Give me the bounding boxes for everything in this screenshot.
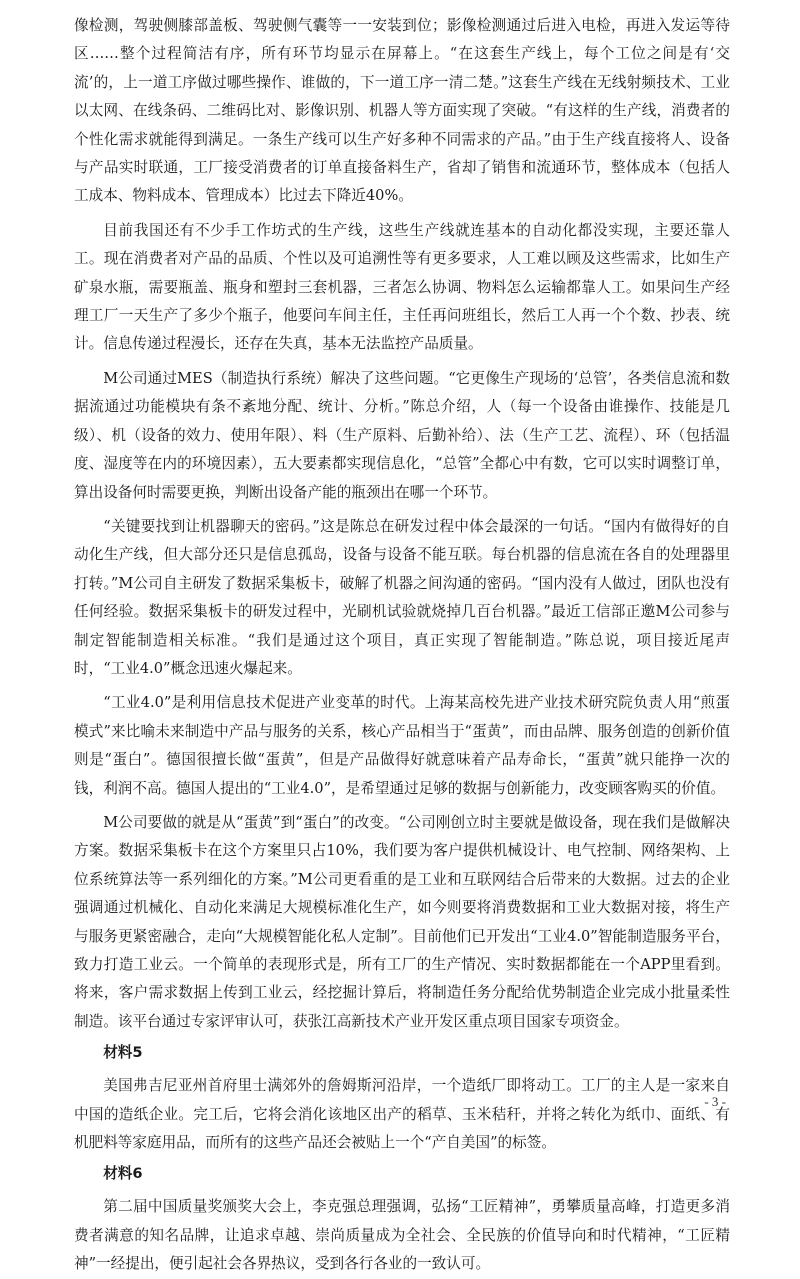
paragraph-3: M公司通过MES（制造执行系统）解决了这些问题。“它更像生产现场的‘总管’，各类信息流和数据流通过功能模块有条不紊地分配、统计、分析。”陈总介绍，人（每一个设备由谁操作、技能是几级）、机（设备的效力、使用年限）、料（生产原料、后勤补给）、法（生产工艺、流程）、环（包括温度、湿度等在内的环境因素），五大要素都实现信息化，“总管”全都心中有数，它可以实时调整订单，算出设备何时需要更换，判断出设备产能的瓶颈出在哪一个环节。 bbox=[74, 369, 730, 501]
paragraph-5: “工业4.0”是利用信息技术促进产业变革的时代。上海某高校先进产业技术研究院负责人用“煎蛋模式”来比喻未来制造中产品与服务的关系，核心产品相当于“蛋黄”，而由品牌、服务创造的创新价值则是“蛋白”。德国很擅长做“蛋黄”，但是产品做得好就意味着产品寿命长，“蛋黄”就只能挣一次的钱，利润不高。德国人提出的“工业4.0”，是希望通过足够的数据与创新能力，改变顾客购买的价值。 bbox=[74, 694, 730, 797]
document-page bbox=[74, 12, 730, 1279]
paragraph-2: 目前我国还有不少手工作坊式的生产线，这些生产线就连基本的自动化都没实现，主要还靠人工。现在消费者对产品的品质、个性以及可追溯性等有更多要求，人工难以顾及这些需求，比如生产矿泉水瓶，需要瓶盖、瓶身和塑封三套机器，三者怎么协调、物料怎么运输都靠人工。如果问生产经理工厂一天生产了多少个瓶子，他要问车间主任，主任再问班组长，然后工人再一个个数、抄表、统计。信息传递过程漫长，还存在失真，基本无法监控产品质量。 bbox=[74, 221, 730, 353]
paragraph-7: 美国弗吉尼亚州首府里士满郊外的詹姆斯河沿岸，一个造纸厂即将动工。工厂的主人是一家来自中国的造纸企业。完工后，它将会消化该地区出产的稻草、玉米秸秆，并将之转化为纸巾、面纸、有机肥料等家庭用品，而所有的这些产品还会被贴上一个“产自美国”的标签。 bbox=[74, 1077, 730, 1152]
paragraph-1: 像检测，驾驶侧膝部盖板、驾驶侧气囊等一一安装到位；影像检测通过后进入电检，再进入发运等待区……整个过程简洁有序，所有环节均显示在屏幕上。“在这套生产线上，每个工位之间是有‘交流’的，上一道工序做过哪些操作、谁做的，下一道工序一清二楚。”这套生产线在无线射频技术、工业以太网、在线条码、二维码比对、影像识别、机器人等方面实现了突破。“有这样的生产线，消费者的个性化需求就能得到满足。一条生产线可以生产好多种不同需求的产品。”由于生产线直接将人、设备与产品实时联通，工厂接受消费者的订单直接备料生产，省却了销售和流通环节，整体成本（包括人工成本、物料成本、管理成本）比过去下降近40%。 bbox=[74, 17, 730, 205]
paragraph-4: “关键要找到让机器聊天的密码。”这是陈总在研发过程中体会最深的一句话。“国内有做得好的自动化生产线，但大部分还只是信息孤岛，设备与设备不能互联。每台机器的信息流在各自的处理器里打转。”M公司自主研发了数据采集板卡，破解了机器之间沟通的密码。“国内没有人做过，团队也没有任何经验。数据采集板卡的研发过程中，光刷机试验就烧掉几百台机器。”最近工信部正邀M公司参与制定智能制造相关标准。“我们是通过这个项目，真正实现了智能制造。”陈总说，项目接近尾声时，“工业4.0”概念迅速火爆起来。 bbox=[74, 517, 730, 677]
section-heading-material-5: 材料5 bbox=[103, 1044, 143, 1062]
paragraph-6: M公司要做的就是从“蛋黄”到“蛋白”的改变。“公司刚创立时主要就是做设备，现在我们是做解决方案。数据采集板卡在这个方案里只占10%，我们要为客户提供机械设计、电气控制、网络架构、上位系统算法等一系列细化的方案。”M公司更看重的是工业和互联网结合后带来的大数据。过去的企业强调通过机械化、自动化来满足大规模标准化生产，如今则要将消费数据和工业大数据对接，将生产与服务更紧密融合，走向“大规模智能化私人定制”。目前他们已开发出“工业4.0”智能制造服务平台，致力打造工业云。一个简单的表现形式是，所有工厂的生产情况、实时数据都能在一个APP里看到。将来，客户需求数据上传到工业云，经挖掘计算后，将制造任务分配给优势制造企业完成小批量柔性制造。该平台通过专家评审认可，获张江高新技术产业开发区重点项目国家专项资金。 bbox=[74, 813, 730, 1030]
paragraph-8: 第二届中国质量奖颁奖大会上，李克强总理强调，弘扬“工匠精神”，勇攀质量高峰，打造更多消费者满意的知名品牌，让追求卓越、崇尚质量成为全社会、全民族的价值导向和时代精神，“工匠精神”一经提出，便引起社会各界热议，受到各行各业的一致认可。 bbox=[74, 1198, 730, 1273]
page-number: - 3 - bbox=[704, 1094, 726, 1109]
section-heading-material-6: 材料6 bbox=[103, 1165, 143, 1183]
